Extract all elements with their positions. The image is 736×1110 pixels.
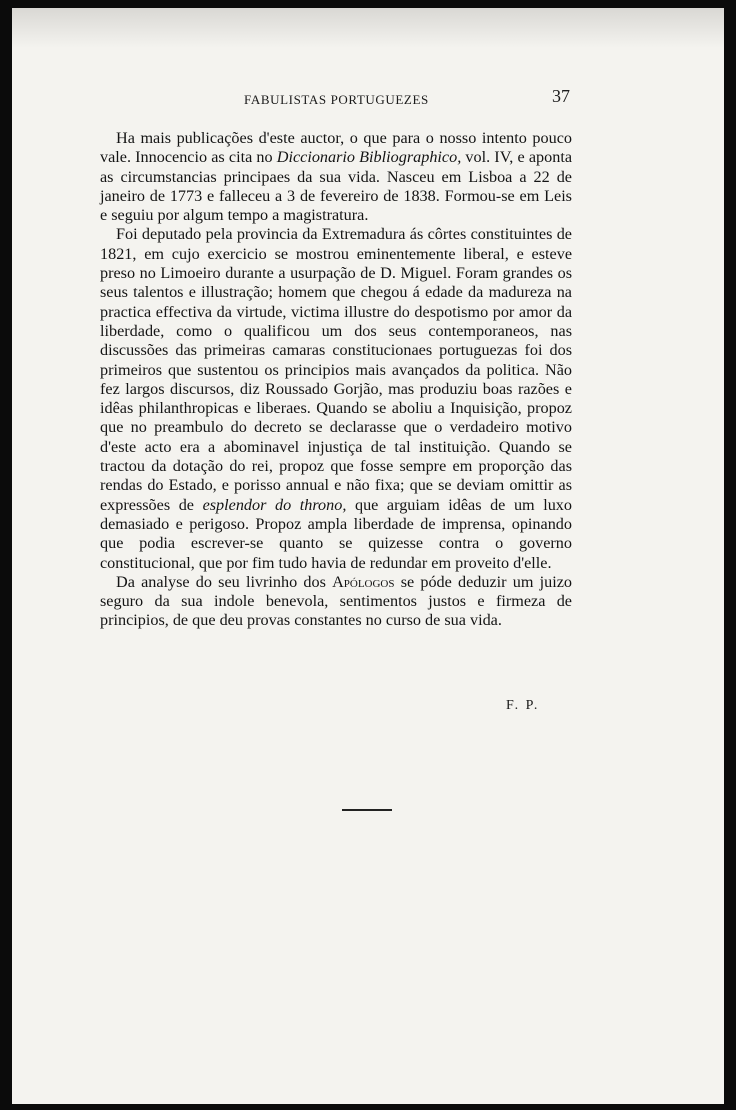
book-title: Apólogos	[332, 572, 395, 591]
body-text	[100, 129, 572, 631]
paragraph-3	[100, 573, 572, 631]
section-rule	[342, 809, 392, 811]
paragraph-1-text-c: vol. IV, e aponta as circumstancias principaes da sua vida. Nasceu em Lisboa a 22 de janeiro de 1773 e falleceu a 3 de fevereiro de 1838. Formou-se em Leis e seguiu por algum tempo a magistratura.	[100, 148, 573, 225]
paragraph-1	[100, 129, 572, 225]
paragraph-3-text-a: Da analyse do seu livrinho dos	[116, 572, 333, 591]
paragraph-2-text-c: que arguiam idêas de um luxo demasiado e perigoso. Propoz ampla liberdade de imprensa, opinando que podia escrever-se quanto se quizesse contra o governo constitucional, que por fim tudo havia de redundar em proveito d'elle.	[100, 495, 572, 572]
page-number: 37	[552, 86, 570, 106]
paragraph-2	[100, 225, 572, 572]
quoted-expression: esplendor do throno,	[202, 495, 347, 514]
scan-shadow	[12, 8, 724, 48]
paragraph-3-text-c: se póde deduzir um juizo seguro da sua indole benevola, sentimentos justos e firmeza de principios, de que deu provas constantes no curso de sua vida.	[100, 572, 572, 630]
book-page	[12, 8, 724, 1104]
paragraph-1-text-a: Ha mais publicações d'este auctor, o que para o nosso intento pouco vale. Innocencio as cita no	[100, 129, 572, 167]
running-title: FABULISTAS PORTUGUEZES	[244, 92, 429, 107]
author-signature: F. P.	[506, 698, 540, 713]
paragraph-2-text-a: Foi deputado pela provincia da Extremadura ás côrtes constituintes de 1821, em cujo exercicio se mostrou eminentemente liberal, e esteve preso no Limoeiro durante a usurpação de D. Miguel. Foram grandes os seus talentos e illustração; homem que chegou á edade da madureza na practica effectiva da virtude, victima illustre do despotismo por amor da liberdade, como o qualificou um dos seus contemporaneos, nas discussões das primeiras camaras constitucionaes portuguezas foi dos primeiros que sustentou os principios mais avançados da politica. Não fez largos discursos, diz Roussado Gorjão, mas produziu boas razões e idêas philanthropicas e liberaes. Quando se aboliu a Inquisição, propoz que no preambulo do decreto se declarasse que o verdadeiro motivo d'este acto era a abominavel injustiça de tal instituição. Quando se tractou da dotação do rei, propoz que fosse sempre em proporção das rendas do Estado, e porisso annual e não fixa; que se deviam omittir as expressões de	[100, 225, 572, 514]
dictionary-title: Diccionario Bibliographico,	[276, 148, 462, 167]
